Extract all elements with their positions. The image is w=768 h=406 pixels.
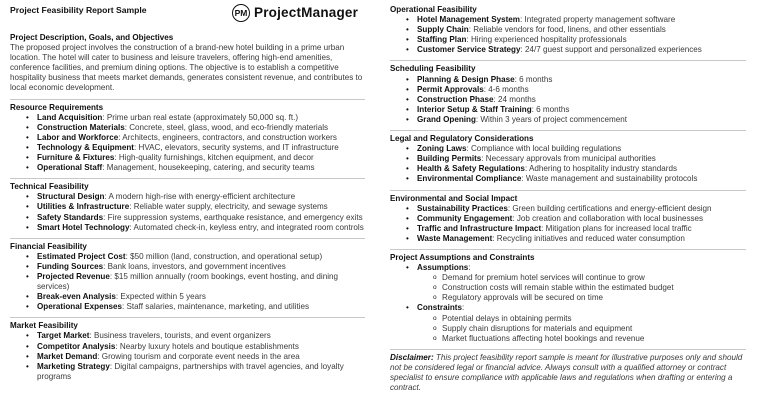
item-text: : $50 million (land, construction, and operational setup) xyxy=(125,251,323,261)
bullet-list xyxy=(10,252,365,313)
list-item xyxy=(10,352,365,362)
item-text: : Business travelers, tourists, and event organizers xyxy=(89,331,271,341)
item-text: : 6 months xyxy=(514,74,553,84)
item-text: : 4-6 months xyxy=(483,84,529,94)
item-text: : Staff salaries, maintenance, marketing, and utilities xyxy=(122,302,310,312)
left-column xyxy=(10,5,365,390)
item-text: : 6 months xyxy=(531,104,570,114)
item-label: Construction Phase xyxy=(417,94,494,104)
item-label: Marketing Strategy xyxy=(37,361,110,371)
right-column xyxy=(390,5,746,401)
item-label: Supply Chain xyxy=(417,25,469,35)
item-text: : Compliance with local building regulations xyxy=(466,144,622,154)
item-label: Competitor Analysis xyxy=(37,341,116,351)
bullet-list xyxy=(390,204,746,244)
list-item xyxy=(390,25,746,35)
section-resource-requirements xyxy=(10,103,365,180)
section-heading: Environmental and Social Impact xyxy=(390,193,518,203)
section-heading: Project Description, Goals, and Objectives xyxy=(10,33,174,42)
list-item xyxy=(390,164,746,174)
list-item xyxy=(10,252,365,262)
item-text: : xyxy=(468,263,471,273)
section-heading: Financial Feasibility xyxy=(10,241,87,251)
disclaimer-text xyxy=(390,353,746,393)
list-item xyxy=(390,75,746,85)
item-text: : Growing tourism and corporate event needs in the area xyxy=(97,351,300,361)
projectmanager-logo xyxy=(232,4,358,22)
item-label: Projected Revenue xyxy=(37,271,110,281)
list-item xyxy=(10,113,365,123)
bullet-list xyxy=(390,144,746,184)
list-item xyxy=(390,105,746,115)
list-item xyxy=(390,224,746,234)
section-paragraph: The proposed project involves the construction of a brand-new hotel building in a prime urban location. The hotel will cater to business and leisure travelers, offering high-end amenities, conference facilities, and premium dining options. The objective is to establish a competitive hospitality business that meets market demands, generates consistent revenue, and contributes to local economic development. xyxy=(10,43,363,93)
item-text: : HVAC, elevators, security systems, and IT infrastructure xyxy=(133,142,339,152)
list-item xyxy=(10,262,365,272)
list-item xyxy=(10,192,365,202)
bullet-list xyxy=(390,75,746,125)
section-technical-feasibility xyxy=(10,182,365,238)
item-label: Smart Hotel Technology xyxy=(37,222,130,232)
list-item xyxy=(390,303,746,313)
item-label: Construction Materials xyxy=(37,122,125,132)
item-text: : Automated check-in, keyless entry, and integrated room controls xyxy=(129,222,364,232)
list-item xyxy=(10,292,365,302)
list-item xyxy=(390,263,746,273)
section-legal-and-regulatory-considerations xyxy=(390,134,746,190)
sub-list-item: o Supply chain disruptions for materials and equipment xyxy=(390,324,746,334)
section-financial-feasibility xyxy=(10,242,365,319)
item-label: Planning & Design Phase xyxy=(417,74,515,84)
item-text: : Mitigation plans for increased local traffic xyxy=(541,223,692,233)
list-item xyxy=(390,154,746,164)
item-label: Hotel Management System xyxy=(417,15,520,25)
list-item xyxy=(10,202,365,212)
item-label: Customer Service Strategy xyxy=(417,45,521,55)
item-label: Sustainability Practices xyxy=(417,203,508,213)
item-text: : Prime urban real estate (approximately 50,000 sq. ft.) xyxy=(102,112,299,122)
item-text: : Integrated property management software xyxy=(520,15,676,25)
section-heading: Scheduling Feasibility xyxy=(390,64,476,74)
sub-list-item: o Potential delays in obtaining permits xyxy=(390,314,746,324)
list-item xyxy=(390,35,746,45)
item-label: Zoning Laws xyxy=(417,144,467,154)
bullet-list xyxy=(390,15,746,55)
item-label: Waste Management xyxy=(417,233,493,243)
item-text: : A modern high-rise with energy-efficient architecture xyxy=(104,192,296,202)
bullet-list xyxy=(10,331,365,381)
list-item xyxy=(10,213,365,223)
item-label: Labor and Workforce xyxy=(37,132,119,142)
item-label: Funding Sources xyxy=(37,261,104,271)
item-text: : Recycling initiatives and reduced water consumption xyxy=(492,233,685,243)
list-item xyxy=(390,214,746,224)
item-label: Safety Standards xyxy=(37,212,104,222)
section-heading: Resource Requirements xyxy=(10,102,104,112)
sub-list-item: o Market fluctuations affecting hotel bookings and revenue xyxy=(390,334,746,344)
section-scheduling-feasibility xyxy=(390,64,746,131)
section-heading: Operational Feasibility xyxy=(390,5,477,14)
item-label: Operational Staff xyxy=(37,163,103,173)
list-item xyxy=(390,95,746,105)
item-label: Traffic and Infrastructure Impact xyxy=(417,223,542,233)
section-market-feasibility xyxy=(10,321,365,387)
section-project-description-goals-and-objectives xyxy=(10,33,365,100)
list-item xyxy=(10,163,365,173)
item-text: : Green building certifications and energy-efficient design xyxy=(507,203,712,213)
list-item xyxy=(390,115,746,125)
list-item xyxy=(10,331,365,341)
sub-list-item: o Construction costs will remain stable within the estimated budget xyxy=(390,283,746,293)
item-text: : Management, housekeeping, catering, and security teams xyxy=(102,163,315,173)
item-text: : Reliable vendors for food, linens, and other essentials xyxy=(468,25,666,35)
item-label: Constraints xyxy=(417,303,462,313)
item-label: Building Permits xyxy=(417,154,482,164)
list-item xyxy=(10,302,365,312)
list-item xyxy=(390,234,746,244)
item-label: Environmental Compliance xyxy=(417,174,522,184)
section-disclaimer xyxy=(390,353,746,398)
item-label: Estimated Project Cost xyxy=(37,251,126,261)
list-item xyxy=(390,144,746,154)
item-text: : xyxy=(461,303,465,313)
item-label: Assumptions xyxy=(417,263,469,273)
item-text: : Fire suppression systems, earthquake resistance, and emergency exits xyxy=(103,212,363,222)
disclaimer-body: This project feasibility report sample is meant for illustrative purposes only and should not be considered legal or financial advice. Always consult with a qualified attorney or contract specialist to ensure compliance with applicable laws and regulations when drafting or entering a contract. xyxy=(390,352,743,393)
item-text: : Architects, engineers, contractors, and construction workers xyxy=(118,132,337,142)
item-text: : Within 3 years of project commencement xyxy=(475,114,628,124)
item-text: : Nearby luxury hotels and boutique establishments xyxy=(115,341,299,351)
item-label: Staffing Plan xyxy=(417,35,467,45)
document-title: Project Feasibility Report Sample xyxy=(10,5,147,15)
section-heading: Market Feasibility xyxy=(10,321,78,331)
list-item xyxy=(390,85,746,95)
sub-list-item: o Demand for premium hotel services will continue to grow xyxy=(390,273,746,283)
section-heading: Legal and Regulatory Considerations xyxy=(390,134,534,144)
item-text: : 24/7 guest support and personalized experiences xyxy=(520,45,702,55)
list-item xyxy=(10,123,365,133)
list-item xyxy=(390,45,746,55)
item-text: : Expected within 5 years xyxy=(115,292,206,302)
item-label: Operational Expenses xyxy=(37,302,123,312)
section-heading: Project Assumptions and Constraints xyxy=(390,252,535,262)
disclaimer-label: Disclaimer: xyxy=(390,352,434,362)
item-label: Utilities & Infrastructure xyxy=(37,202,130,212)
item-text: : $15 million annually (room bookings, event hosting, and dining services) xyxy=(37,271,338,292)
bullet-list xyxy=(10,192,365,232)
section-operational-feasibility xyxy=(390,5,746,61)
item-label: Grand Opening xyxy=(417,114,476,124)
section-environmental-and-social-impact xyxy=(390,194,746,250)
bullet-list xyxy=(390,263,746,344)
item-label: Furniture & Fixtures xyxy=(37,153,115,163)
item-label: Health & Safety Regulations xyxy=(417,164,525,174)
list-item xyxy=(390,204,746,214)
item-label: Target Market xyxy=(37,331,90,341)
list-item xyxy=(10,272,365,292)
sub-list-item: o Regulatory approvals will be secured on time xyxy=(390,293,746,303)
item-text: : Job creation and collaboration with local businesses xyxy=(512,213,704,223)
list-item xyxy=(10,143,365,153)
bullet-list xyxy=(10,113,365,174)
list-item xyxy=(10,342,365,352)
item-text: : Hiring experienced hospitality professionals xyxy=(466,35,627,45)
list-item xyxy=(10,362,365,382)
section-project-assumptions-and-constraints xyxy=(390,253,746,350)
list-item xyxy=(10,133,365,143)
item-label: Break-even Analysis xyxy=(37,292,116,302)
item-label: Land Acquisition xyxy=(37,112,103,122)
item-text: : 24 months xyxy=(493,94,536,104)
list-item xyxy=(10,223,365,233)
item-text: : Waste management and sustainability protocols xyxy=(521,174,698,184)
item-text: : Digital campaigns, partnerships with travel agencies, and loyalty programs xyxy=(37,361,344,381)
item-label: Community Engagement xyxy=(417,213,513,223)
item-label: Technology & Equipment xyxy=(37,142,134,152)
item-text: : Concrete, steel, glass, wood, and eco-friendly materials xyxy=(124,122,329,132)
item-label: Interior Setup & Staff Training xyxy=(417,104,532,114)
logo-name: ProjectManager xyxy=(254,4,359,20)
logo-mark-icon: PM xyxy=(232,4,250,22)
item-text: : High-quality furnishings, kitchen equipment, and decor xyxy=(114,153,314,163)
section-heading: Technical Feasibility xyxy=(10,182,89,192)
item-label: Permit Approvals xyxy=(417,84,484,94)
item-label: Structural Design xyxy=(37,192,105,202)
item-text: : Reliable water supply, electricity, and sewage systems xyxy=(129,202,328,212)
item-label: Market Demand xyxy=(37,351,98,361)
item-text: : Bank loans, investors, and government incentives xyxy=(103,261,286,271)
list-item xyxy=(390,15,746,25)
list-item xyxy=(10,153,365,163)
item-text: : Necessary approvals from municipal authorities xyxy=(481,154,656,164)
item-text: : Adhering to hospitality industry standards xyxy=(524,164,678,174)
list-item xyxy=(390,174,746,184)
